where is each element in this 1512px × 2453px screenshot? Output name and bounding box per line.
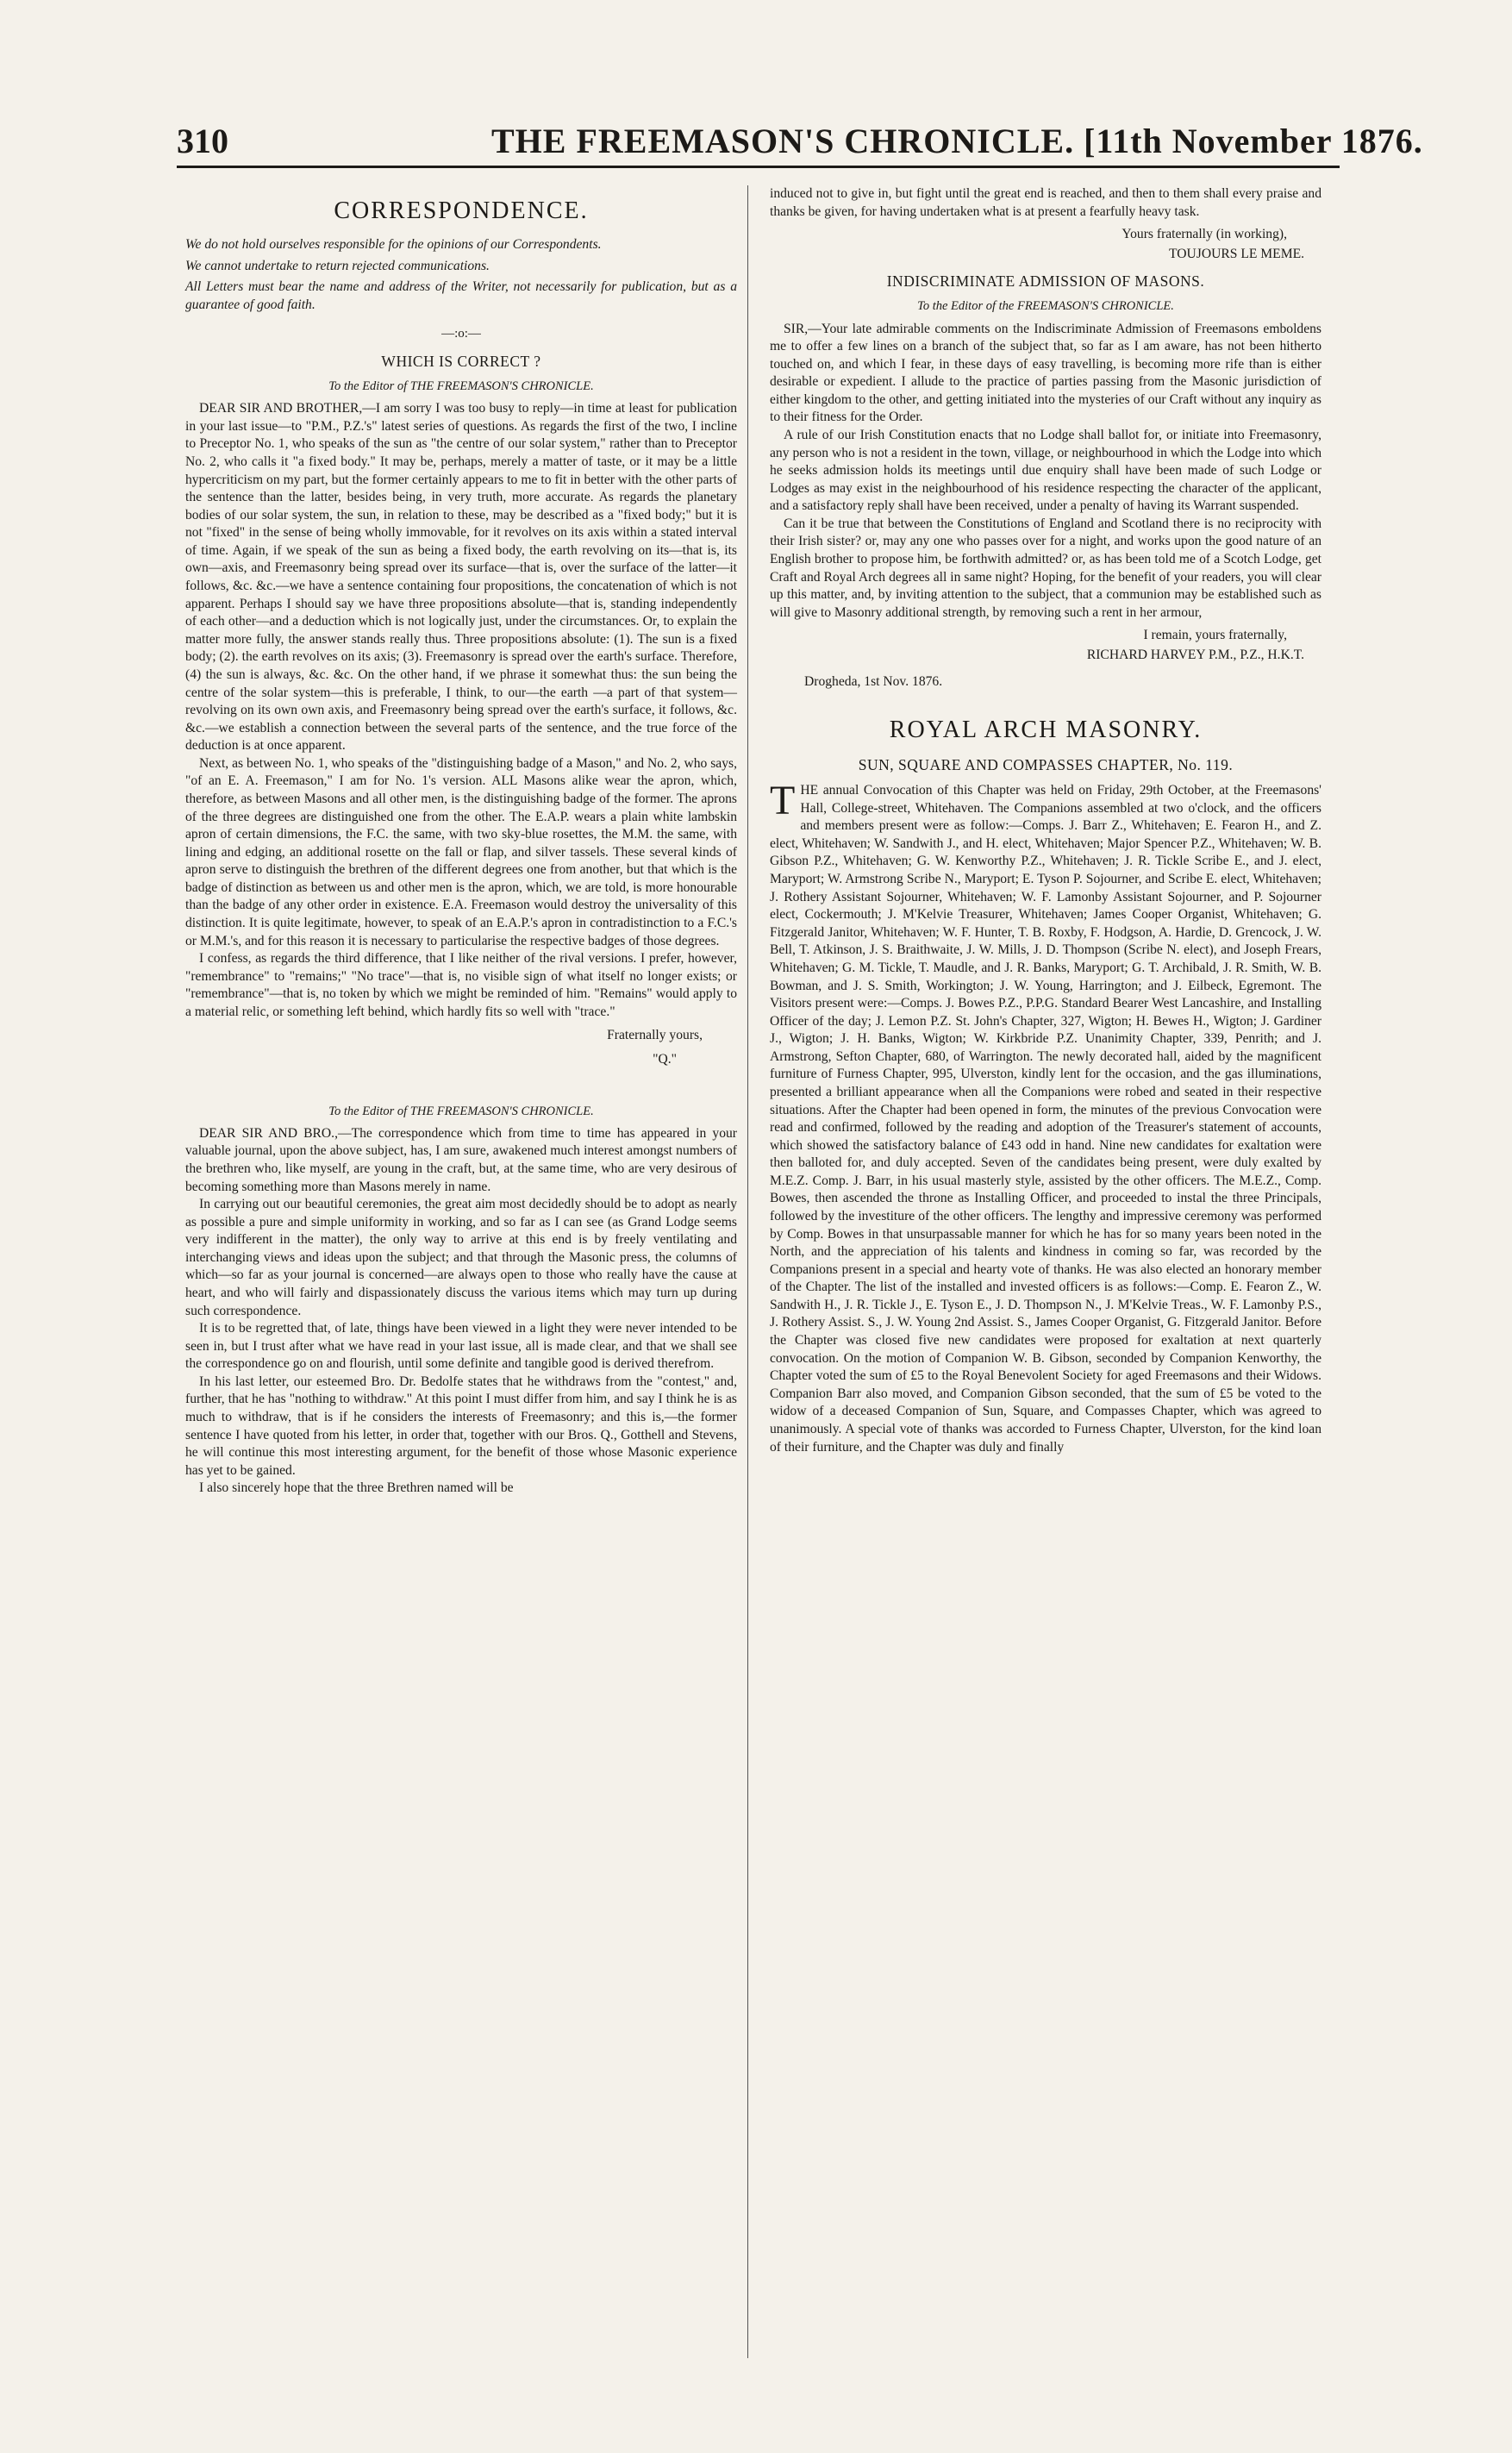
- letter-title: WHICH IS CORRECT ?: [381, 353, 541, 371]
- right-column: [770, 185, 1321, 1456]
- royal-arch-heading: ROYAL ARCH MASONRY.: [889, 717, 1203, 744]
- drop-cap: T: [770, 778, 796, 824]
- letter-salutation-to: To the Editor of THE FREEMASON'S CHRONICLE.: [328, 379, 594, 394]
- letter-signature: RICHARD HARVEY P.M., P.Z., H.K.T.: [1086, 647, 1304, 662]
- chapter-subheading: SUN, SQUARE AND COMPASSES CHAPTER, No. 119.: [858, 756, 1234, 774]
- letter-paragraph: It is to be regretted that, of late, things have been viewed in a light they were never intended to be seen in, but I trust after what we have read in your last issue, all is made clear, and that we shall see the correspondence go on and flourish, until some definite and tangible good is derived therefrom.: [185, 1321, 737, 1372]
- letter-title: INDISCRIMINATE ADMISSION OF MASONS.: [886, 272, 1205, 291]
- letter-paragraph: A rule of our Irish Constitution enacts that no Lodge shall ballot for, or initiate into Freemasonry, any person who is not a resident in the town, village, or neighbourhood in which the Lodge into which he seeks admission holds its meetings until due enquiry shall have been made of such Lodge or Lodges as may exist in the neighbourhood of his residence respecting the character of the applicant, and a satisfactory reply shall have been received, under a penalty of having its Warrant suspended.: [770, 428, 1321, 514]
- page-number: 310: [177, 122, 228, 160]
- letter-continuation: induced not to give in, but fight until the great end is reached, and then to them shall every praise and thanks be given, for having undertaken what is at present a fearfully heavy task.: [770, 186, 1321, 219]
- letter-closing: Yours fraternally (in working),: [1122, 227, 1287, 242]
- report-text: HE annual Convocation of this Chapter was held on Friday, 29th October, at the Freemasons' Hall, College-street, Whitehaven. The Companions assembled at two o'clock, and the officers and members present were as follow:—Comps. J. Barr Z., Whitehaven; E. Fearon H., and Z. elect, Whitehaven; W. Sandwith J., and H. elect, Whitehaven; Major Spencer P.Z., Whitehaven; W. B. Gibson P.Z., Whitehaven; G. W. Kenworthy P.Z., Whitehaven; J. R. Tickle Scribe E., and J. elect, Maryport; W. Armstrong Scribe N., Maryport; E. Tyson P. Sojourner, and Scribe E. elect, Whitehaven; J. Rothery Assistant Sojourner, Whitehaven; W. F. Lamonby Assistant Sojourner, and P. Sojourner elect, Cockermouth; J. M'Kelvie Treasurer, Whitehaven; James Cooper Organist, Whitehaven; G. Fitzgerald Janitor, Whitehaven; W. F. Hunter, T. B. Roxby, F. Hodgson, A. Hardie, D. Grencock, J. W. Bell, T. Atkinson, J. S. Braithwaite, J. W. Mills, J. D. Thompson (Scribe N. elect), and Joseph Frears, Whitehaven; G. M. Tickle, T. Maudle, and J. R. Banks, Maryport; G. T. Archibald, J. R. Smith, W. B. Bowman, and J. S. Smith, Workington; J. W. Young, Harrington; and J. Eilbeck, Egremont. The Visitors present were:—Comps. J. Bowes P.Z., P.P.G. Standard Bearer West Lancashire, and Installing Officer of the day; J. Lemon P.Z. St. John's Chapter, 327, Wigton; H. Bewes H., Wigton; J. Gardiner J., Wigton; J. H. Banks, Wigton; W. Kirkbride P.Z. Unanimity Chapter, 339, Penrith; and J. Armstrong, Sefton Chapter, 680, of Warrington. The newly decorated hall, aided by the magnificent furniture of Furness Chapter, 995, Ulverston, kindly lent for the occasion, and the gas illuminations, presented a brilliant appearance when all the Companions were robed and seated in their respective situations. After the Chapter had been opened in form, the minutes of the previous Convocation were read and confirmed, followed by the reading and adoption of the Treasurer's statement of accounts, which showed the satisfactory balance of £43 odd in hand. Nine new candidates for exaltation were then balloted for, and duly accepted. Seven of the candidates being present, were duly exalted by M.E.Z. Comp. J. Barr, in his usual masterly style, assisted by the other officers. The M.E.Z., Comp. Bowes, then ascended the throne as Installing Officer, and proceeded to instal the three Principals, followed by the investiture of the other officers. The lengthy and impressive ceremony was performed by Comp. Bowes in that unsurpassable manner for which he has for so many years been noted in the North, and the appreciation of his talents and kindness in coming so far, was recorded by the Companions present in a special and hearty vote of thanks. He was also elected an honorary member of the Chapter. The list of the installed and invested officers is as follows:—Comp. E. Fearon Z., W. Sandwith H., J. R. Tickle J., E. Tyson E., J. D. Thompson N., J. M'Kelvie Treas., W. F. Lamonby P.S., J. Rothery Assist. S., J. W. Young 2nd Assist. S., James Cooper Organist, G. Fitzgerald Janitor. Before the Chapter was closed five new candidates were proposed for exaltation at next quarterly convocation. On the motion of Companion W. B. Gibson, seconded by Companion Kenworthy, the Chapter voted the sum of £5 to the Royal Benevolent Society for aged Freemasons and their Widows. Companion Barr also moved, and Companion Gibson seconded, that the sum of £5 be voted to the widow of a deceased Companion of Sun, Square, and Compasses Chapter, which was agreed to unanimously. A special vote of thanks was accorded to Furness Chapter, Ulverston, for the kind loan of their furniture, and the Chapter was duly and finally: [770, 783, 1321, 1455]
- editorial-note: All Letters must bear the name and address of the Writer, not necessarily for publication, but as a guarantee of good faith.: [185, 279, 737, 312]
- letter-paragraph: DEAR SIR AND BROTHER,—I am sorry I was too busy to reply—in time at least for publication in your last issue—to "P.M., P.Z.'s" latest series of questions. As regards the first of the two, I incline to Preceptor No. 1, who speaks of the sun as "the centre of our solar system," rather than to Preceptor No. 2, who calls it "a fixed body." It may be, perhaps, merely a matter of taste, or it may be a little hypercriticism on my part, but the former certainly appears to me to fit in better with the other parts of the sentence than the latter, besides being, in very truth, more accurate. As regards the planetary bodies of our solar system, the sun, in relation to these, may be described as a "fixed body;" but it is not "fixed" in the sense of being wholly immovable, for it revolves on its axis within a stated interval of time. Again, if we speak of the sun as being a fixed body, the earth revolving on its—that is, its own—axis, and Freemasonry being spread over its surface—that is, over the surface of the latter—it follows, &c. &c.—we have a sentence containing four propositions, the concatenation of which is not apparent. Perhaps I should say we have three propositions absolute—that is, standing independently of each other—and a deduction which is not logically just, under the circumstances. Or, to explain the matter more fully, the answer stands really thus. Three propositions absolute: (1). The sun is a fixed body; (2). the earth revolves on its axis; (3). Freemasonry is spread over the earth's surface. Therefore, (4) the sun is always, &c. &c. On the other hand, if we phrase it somewhat thus: the sun being the centre of the solar system—this is preferable, I think, to our—the earth —a part of that system—revolving on its own own axis, and Freemasonry being spread over the earth's surface, it follows, &c. &c.—we establish a connection between the several parts of the sentence, and the true force of the deduction is at once apparent.: [185, 401, 737, 754]
- letter-closing: I remain, yours fraternally,: [1143, 628, 1287, 643]
- report-paragraph: [770, 778, 1321, 1456]
- letter-paragraph: In carrying out our beautiful ceremonies, the great aim most decidedly should be to adopt as nearly as possible a pure and simple uniformity in working, and so far as I can see (as Grand Lodge seems very indifferent in the matter), the only way to arrive at this end is by freely ventilating and interchanging views and ideas upon the subject; and that through the Masonic press, the columns of which—so far as your journal is concerned—are always open to those who really have the cause at heart, and who will fairly and dispassionately discuss the various items which may turn up during such correspondence.: [185, 1197, 737, 1318]
- correspondence-heading: CORRESPONDENCE.: [334, 197, 589, 224]
- letter-salutation-to: To the Editor of THE FREEMASON'S CHRONICLE.: [328, 1104, 594, 1118]
- separator: —:o:—: [441, 327, 481, 341]
- letter-paragraph: DEAR SIR AND BRO.,—The correspondence which from time to time has appeared in your valuable journal, upon the above subject, has, I am sure, awakened much interest amongst numbers of the brethren who, like myself, are young in the craft, but, at the same time, who are very desirous of becoming something more than Masons merely in name.: [185, 1125, 737, 1194]
- letter-paragraph: Can it be true that between the Constitutions of England and Scotland there is no reciprocity with their Irish sister? or, may any one who passes over for a night, and works upon the good nature of an English brother to propose him, be forthwith admitted? or, as has been told me of a Scotch Lodge, get Craft and Royal Arch degrees all in same night? Hoping, for the benefit of your readers, you will clear up this matter, and, by inviting attention to the subject, that a communion may be established such as will give to Masonry additional strength, by removing such a rent in her armour,: [770, 516, 1321, 620]
- letter-paragraph: I also sincerely hope that the three Brethren named will be: [199, 1480, 514, 1496]
- left-column: [185, 185, 737, 1498]
- letter-signature: TOUJOURS LE MEME.: [1169, 246, 1304, 261]
- masthead-rule: [177, 166, 1340, 168]
- column-divider: [747, 185, 748, 2358]
- masthead: [0, 121, 1512, 171]
- letter-paragraph: Next, as between No. 1, who speaks of the "distinguishing badge of a Mason," and No. 2, who says, "of an E. A. Freemason," I am for No. 1's version. ALL Masons alike wear the apron, which, therefore, as between Masons and all other men, is the distinguishing badge of the former. The aprons of the three degrees are distinguished one from the other. The E.A.P. wears a plain white lambskin apron of certain dimensions, the F.C. the same, with two sky-blue rosettes, the M.M. the same, with lining and edging, an additional rosette on the fall or flap, and silver tassels. These several kinds of apron serve to distinguish the brethren of the different degrees one from another, but that which is the badge of distinction as between us and other men is the apron, which, we are told, is more honourable than the badge of any other order in existence. E.A. Freemason would destroy the universality of this distinction. It is quite legitimate, however, to speak of an E.A.P.'s apron in contradistinction to a F.C.'s or M.M.'s, and for this reason it is necessary to particularise the respective badges of those degrees.: [185, 755, 737, 948]
- letter-paragraph: I confess, as regards the third difference, that I like neither of the rival versions. I prefer, however, "remembrance" to "remains;" "No trace"—that is, no visible sign of what itself no longer exists; or "remembrance"—that is, no token by which we might be reminded of him. "Remains" would apply to a material relic, or something left behind, which hardly fits so well with "trace.": [185, 951, 737, 1019]
- letter-closing: Fraternally yours,: [607, 1027, 703, 1042]
- letter-paragraph: SIR,—Your late admirable comments on the Indiscriminate Admission of Freemasons emboldens me to offer a few lines on a branch of the subject that, so far as I am aware, has not been hitherto touched on, and which I fear, in these days of easy travelling, is becoming more rife than is either desirable or expedient. I allude to the practice of parties passing from the Masonic jurisdiction of either kingdom to the other, and getting initiated into the mysteries of our Craft without any inquiry as to their fitness for the Order.: [770, 321, 1321, 425]
- letter-date: Drogheda, 1st Nov. 1876.: [804, 673, 943, 689]
- letter-salutation-to: To the Editor of the FREEMASON'S CHRONICLE.: [917, 299, 1174, 314]
- masthead-title: THE FREEMASON'S CHRONICLE. [11th November 1876.: [491, 122, 1423, 160]
- editorial-note: We cannot undertake to return rejected communications.: [185, 258, 490, 273]
- letter-signature: "Q.": [653, 1052, 677, 1067]
- letter-paragraph: In his last letter, our esteemed Bro. Dr. Bedolfe states that he withdraws from the "contest," and, further, that he has "nothing to withdraw." At this point I must differ from him, and say I think he is as much to withdraw, that is if he considers the interests of Freemasonry; and this is,—the former sentence I have quoted from his letter, in order that, together with our Bros. Q., Gotthell and Stevens, he will continue this most interesting argument, for the benefit of those whose Masonic experience has yet to be gained.: [185, 1374, 737, 1478]
- editorial-note: We do not hold ourselves responsible for the opinions of our Correspondents.: [185, 236, 602, 252]
